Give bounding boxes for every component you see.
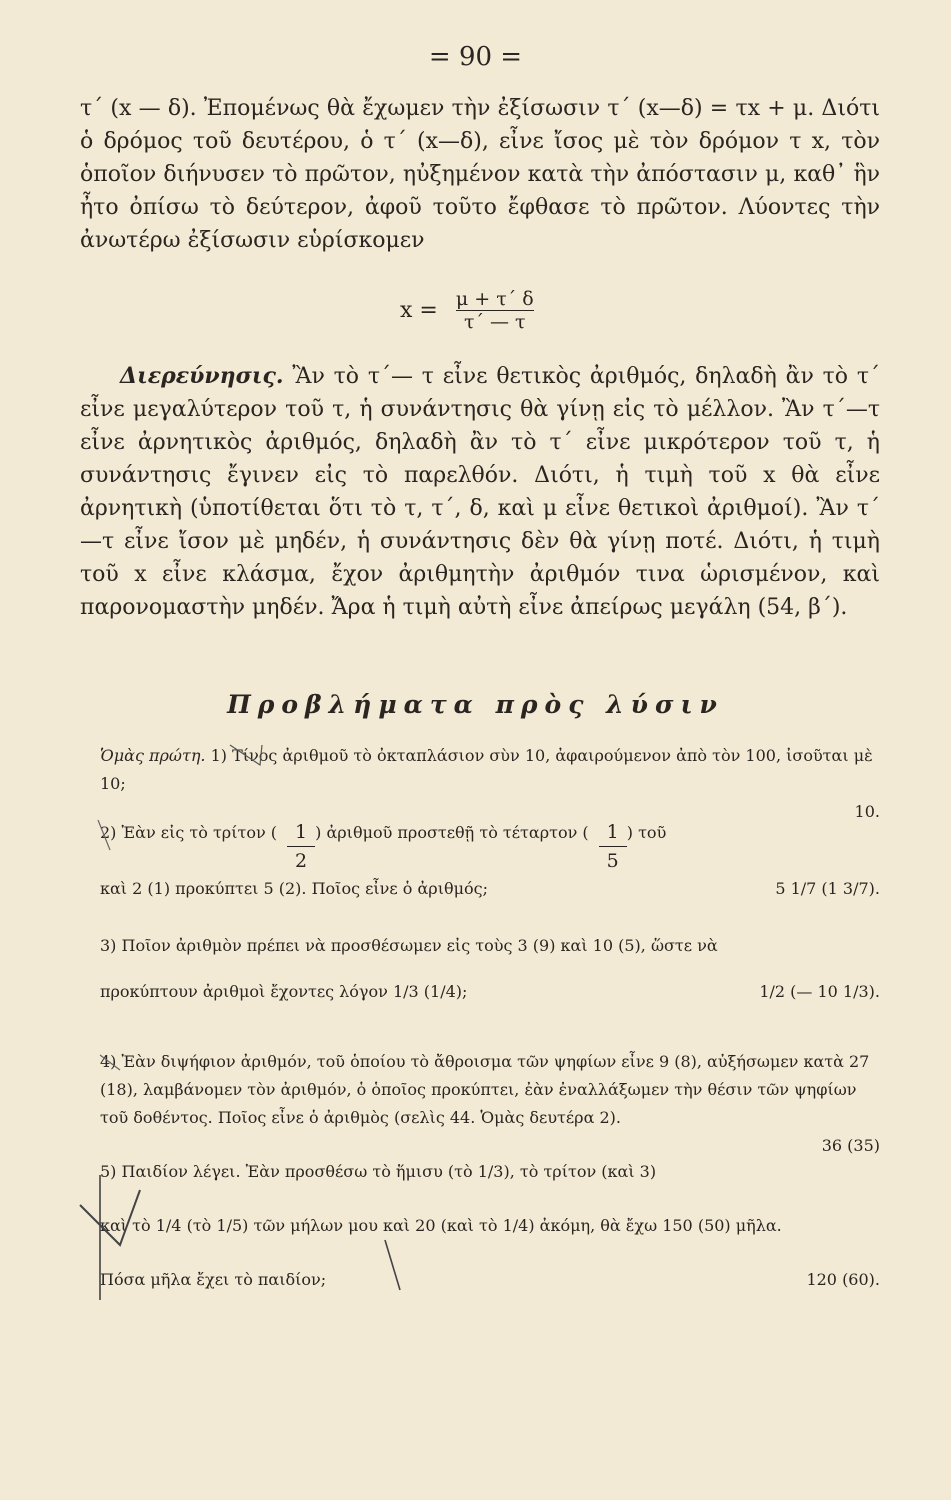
problem-3-answer: 1/2 (— 10 1/3). xyxy=(759,982,880,1001)
problem-2-fraction-1 xyxy=(287,818,315,875)
problem-5-text-b: καὶ τὸ 1/4 (τὸ 1/5) τῶν μήλων μου καὶ 20 (καὶ τὸ 1/4) ἀκόμη, θὰ ἔχω 150 (50) μῆλα. xyxy=(100,1216,782,1235)
problem-1 xyxy=(100,742,880,826)
problem-2-fraction-2 xyxy=(599,818,627,875)
section-heading: Προβλήματα πρὸς λύσιν xyxy=(227,690,724,719)
problem-2-text-b: ἀριθμοῦ προστεθῇ τὸ τέταρτον xyxy=(326,823,578,842)
problem-3-text-a: 3) Ποῖον ἀριθμὸν πρέπει νὰ προσθέσωμεν εἰς τοὺς 3 (9) καὶ 10 (5), ὥστε νὰ xyxy=(100,936,718,955)
discussion-text: Ἂν τὸ τ΄— τ εἶνε θετικὸς ἀριθμός, δηλαδὴ ἂν τὸ τ΄ εἶνε μεγαλύτερον τοῦ τ, ἡ συνάντησις θὰ γίνῃ εἰς τὸ μέλλον. Ἂν τ΄—τ εἶνε ἀρνητικὸς ἀριθμός, δηλαδὴ ἂν τὸ τ΄ εἶνε μικρότερον τοῦ τ, ἡ συνάντησις ἔγινεν εἰς τὸ παρελθόν. Διότι, ἡ τιμὴ τοῦ x θὰ εἶνε ἀρνητικὴ (ὑποτίθεται ὅτι τὸ τ, τ΄, δ, καὶ μ εἶνε θετικοὶ ἀριθμοί). Ἂν τ΄—τ εἶνε ἴσον μὲ μηδέν, ἡ συνάντησις δὲν θὰ γίνῃ ποτέ. Διότι, ἡ τιμὴ τοῦ x εἶνε κλάσμα, ἔχον ἀριθμητὴν ἀριθμόν τινα ὡρισμένον, καὶ παρονομαστὴν μηδέν. Ἄρα ἡ τιμὴ αὐτὴ εἶνε ἀπείρως μεγάλη (54, β΄). xyxy=(80,364,880,620)
problem-3 xyxy=(100,932,880,1006)
paragraph-2 xyxy=(80,360,880,624)
page-number: = 90 = xyxy=(428,42,523,72)
discussion-label: Διερεύνησις. xyxy=(120,363,284,389)
formula-lhs: x = xyxy=(400,298,438,323)
fraction-denominator: 2 xyxy=(287,846,315,875)
problem-1-text: 1) Τίνος ἀριθμοῦ τὸ ὀκταπλάσιον σὺν 10, ἀφαιρούμενον ἀπὸ τὸν 100, ἰσοῦται μὲ 10; xyxy=(100,746,873,793)
fraction-numerator: 1 xyxy=(295,821,308,843)
problem-2-text-d: καὶ 2 (1) προκύπτει 5 (2). Ποῖος εἶνε ὁ ἀριθμός; xyxy=(100,879,488,898)
problem-4-text: 4) Ἐὰν διψήφιον ἀριθμόν, τοῦ ὁποίου τὸ ἄθροισμα τῶν ψηφίων εἶνε 9 (8), αὐξήσωμεν κατὰ 27 (18), λαμβάνομεν τὸν ἀριθμόν, ὁ ὁποῖος προκύπτει, ἐὰν ἐναλλάξωμεν τὴν θέσιν τῶν ψηφίων τοῦ δοθέντος. Ποῖος εἶνε ὁ ἀριθμὸς (σελὶς 44. Ὁμὰς δευτέρα 2). xyxy=(100,1052,870,1127)
problem-2: 2) Ἐὰν εἰς τὸ τρίτον ( $\frac{1}{2}$ ) ἀριθμοῦ προστεθῇ τὸ τέταρτον ( $\frac{1}{5}$ ) τοῦ καὶ 2 (1) προκύπτει 5 (2). Ποῖος εἶνε ὁ ἀριθμός; 5 1/7 (1 3/7). xyxy=(100,818,880,903)
problem-3-text-b: προκύπτουν ἀριθμοὶ ἔχοντες λόγον 1/3 (1/4); xyxy=(100,982,468,1001)
formula-fraction xyxy=(448,288,542,333)
problem-2-text-c: τοῦ xyxy=(638,823,667,842)
paragraph-1: τ΄ (x — δ). Ἐπομένως θὰ ἔχωμεν τὴν ἐξίσωσιν τ΄ (x—δ) = τx + μ. Διότι ὁ δρόμος τοῦ δευτέρου, ὁ τ΄ (x—δ), εἶνε ἴσος μὲ τὸν δρόμον τ x, τὸν ὁποῖον διήνυσεν τὸ πρῶτον, ηὐξημένον κατὰ τὴν ἀπόστασιν μ, καθ᾽ ἣν ἦτο ὀπίσω τὸ δεύτερον, ἀφοῦ τοῦτο ἔφθασε τὸ πρῶτον. Λύοντες τὴν ἀνωτέρω ἐξίσωσιν εὑρίσκομεν xyxy=(80,96,880,253)
formula-numerator: μ + τ΄ δ xyxy=(455,288,534,310)
problem-5-answer: 120 (60). xyxy=(806,1270,880,1289)
problem-2-text-a: 2) Ἐὰν εἰς τὸ τρίτον xyxy=(100,823,266,842)
problem-4-answer: 36 (35) xyxy=(821,1136,880,1155)
formula xyxy=(400,288,542,333)
problem-4 xyxy=(100,1048,880,1160)
formula-denominator: τ΄ — τ xyxy=(456,310,534,333)
fraction-denominator: 5 xyxy=(599,846,627,875)
problem-1-answer: 10. xyxy=(854,802,880,821)
problem-5-text-c: Πόσα μῆλα ἔχει τὸ παιδίον; xyxy=(100,1270,327,1289)
problem-5 xyxy=(100,1158,880,1294)
fraction-numerator: 1 xyxy=(606,821,619,843)
group-label: Ὁμὰς πρώτη. xyxy=(100,746,206,765)
problem-5-text-a: 5) Παιδίον λέγει. Ἐὰν προσθέσω τὸ ἥμισυ (τὸ 1/3), τὸ τρίτον (καὶ 3) xyxy=(100,1162,657,1181)
problem-2-answer: 5 1/7 (1 3/7). xyxy=(775,879,880,898)
